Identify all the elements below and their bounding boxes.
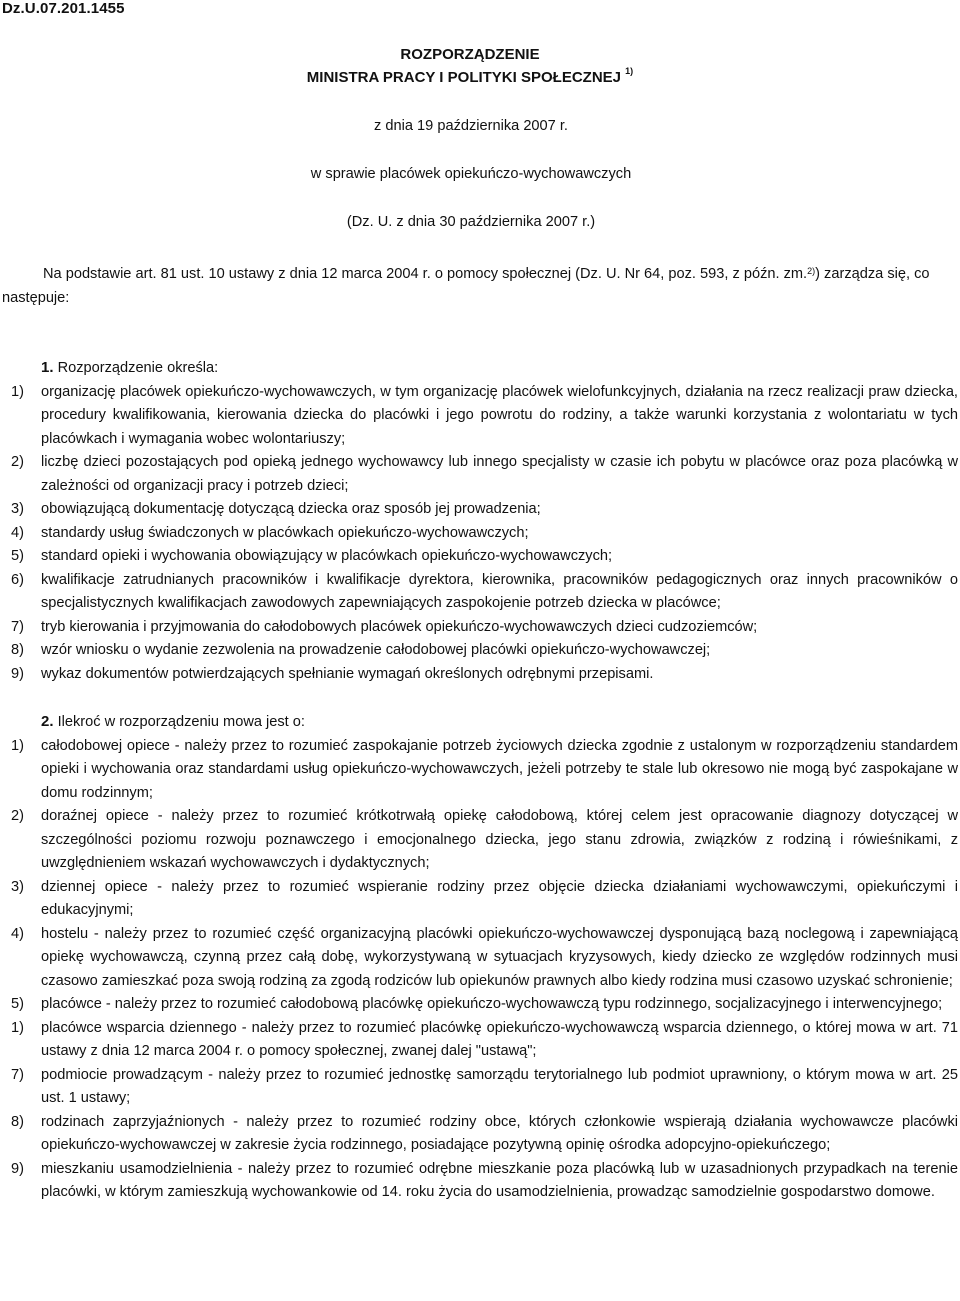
list-item-text: kwalifikacje zatrudnianych pracowników i kwalifikacje dyrektora, kierownika, pracowników pedagogicznych oraz innych pracowników o specjalistycznych kwalifikacjach zawodowych zapewniających zaspokojenie potrzeb dziecka w placówce; — [41, 571, 958, 611]
paragraph-1-intro: Rozporządzenie określa: — [53, 360, 219, 376]
list-item — [0, 616, 960, 640]
list-item-text: wykaz dokumentów potwierdzających spełnianie wymagań określonych odrębnymi przepisami. — [41, 665, 654, 682]
list-item — [0, 639, 960, 663]
issuer-name: MINISTRA PRACY I POLITYKI SPOŁECZNEJ — [306, 69, 621, 86]
list-item-text: standard opieki i wychowania obowiązujący w placówkach opiekuńczo-wychowawczych; — [41, 548, 613, 564]
document-title-line2 — [0, 66, 950, 86]
list-item-text: placówce - należy przez to rozumieć całodobową placówkę opiekuńczo-wychowawczą typu rodzinnego, socjalizacyjnego i interwencyjnego; — [41, 996, 943, 1012]
preamble-text-part1: Na podstawie art. 81 ust. 10 ustawy z dnia 12 marca 2004 r. o pomocy społecznej (Dz. U. Nr 64, poz. 593, z późn. zm. — [43, 266, 808, 282]
list-item-text: całodobowej opiece - należy przez to rozumieć zaspokajanie potrzeb życiowych dziecka zgodnie z ustalonym w rozporządzeniu standardem opieki i wychowania oraz standardami usług opiekuńczo-wychowawczych, jeżeli potrzeby te stale lub okresowo nie mogą być zaspokajane w domu rodzinnym; — [41, 737, 958, 801]
list-item-number: 4) — [11, 524, 24, 541]
preamble — [2, 262, 957, 310]
preamble-footnote-marker[interactable]: 2) — [807, 266, 816, 276]
list-item-text: liczbę dzieci pozostających pod opieką jednego wychowawcy lub innego specjalisty w czasie ich pobytu w placówce oraz poza placówką w zależności od organizacji pracy i potrzeb dzieci; — [41, 454, 958, 494]
list-item — [0, 1158, 960, 1205]
list-item — [0, 805, 960, 876]
list-item-number: 8) — [11, 642, 24, 658]
list-item-number: 7) — [11, 618, 24, 635]
paragraph-2-list — [0, 735, 960, 1205]
document-id: Dz.U.07.201.1455 — [2, 0, 125, 17]
list-item-number: 2) — [11, 454, 24, 470]
list-item-number: 1) — [11, 383, 24, 400]
list-item-number: 4) — [11, 925, 24, 942]
paragraph-2 — [0, 710, 960, 1205]
list-item — [0, 381, 960, 452]
paragraph-1 — [0, 356, 960, 686]
list-item-text: obowiązującą dokumentację dotyczącą dziecka oraz sposób jej prowadzenia; — [41, 501, 541, 517]
list-item-text: hostelu - należy przez to rozumieć część organizacyjną placówki opiekuńczo-wychowawczej dysponującą bazą noclegową i zapewniającą opiekę wychowawczą, czynną przez całą dobę, wykorzystywaną w sytuacjach kryzysowych, kiedy dziecko ze względów rodzinnych musi czasowo zamieszkać poza swoją rodziną za zgodą rodziców lub opiekunów prawnych albo kiedy rodzina musi czasowo uzyskać schronienie; — [41, 925, 958, 989]
list-item-text: placówce wsparcia dziennego - należy przez to rozumieć placówkę opiekuńczo-wychowawczą wsparcia dziennego, o której mowa w art. 71 ustawy z dnia 12 marca 2004 r. o pomocy społecznej, zwanej dalej "ustawą"; — [41, 1019, 958, 1059]
list-item-text: podmiocie prowadzącym - należy przez to rozumieć jednostkę samorządu terytorialnego lub podmiot uprawniony, o którym mowa w art. 25 ust. 1 ustawy; — [41, 1066, 958, 1106]
list-item-number: 9) — [11, 1160, 24, 1177]
list-item — [0, 876, 960, 923]
paragraph-1-list — [0, 381, 960, 687]
list-item-text: tryb kierowania i przyjmowania do całodobowych placówek opiekuńczo-wychowawczych dzieci cudzoziemców; — [41, 618, 758, 635]
title-footnote-marker[interactable]: 1) — [625, 66, 634, 76]
list-item — [0, 663, 960, 687]
list-item-text: mieszkaniu usamodzielnienia - należy przez to rozumieć odrębne mieszkanie poza placówką lub w uzasadnionych przypadkach na terenie placówki, w którym zamieszkują wychowankowie od 14. roku życia do usamodzielnienia, prowadząc samodzielnie gospodarstwo domowe. — [41, 1160, 958, 1200]
list-item-number: 7) — [11, 1066, 24, 1083]
list-item — [0, 545, 960, 569]
publication-reference: (Dz. U. z dnia 30 października 2007 r.) — [346, 214, 596, 230]
list-item — [0, 451, 960, 498]
preamble-text-part2: ) zarządza się, co następuje: — [2, 266, 930, 306]
paragraph-2-heading — [0, 710, 960, 735]
list-item-number: 3) — [11, 878, 24, 895]
list-item — [0, 923, 960, 994]
paragraph-2-intro: Ilekroć w rozporządzeniu mowa jest o: — [53, 714, 305, 730]
list-item — [0, 498, 960, 522]
document-title-line1: ROZPORZĄDZENIE — [400, 46, 540, 63]
list-item-number: 9) — [11, 665, 24, 682]
list-item-text: standardy usług świadczonych w placówkach opiekuńczo-wychowawczych; — [41, 524, 529, 541]
list-item — [0, 1064, 960, 1111]
list-item-number: 5) — [11, 548, 24, 564]
list-item-number: 8) — [11, 1113, 24, 1130]
document-date: z dnia 19 października 2007 r. — [374, 118, 568, 134]
list-item-text: organizację placówek opiekuńczo-wychowawczych, w tym organizację placówek wielofunkcyjnych, działania na rzecz realizacji praw dziecka, procedury kwalifikowania, kierowania dziecka do placówki i jego powrotu do rodziny, a także warunki korzystania z wolontariatu w tych placówkach i wymagania wobec wolontariuszy; — [41, 383, 958, 447]
list-item-number: 1) — [11, 737, 24, 754]
list-item — [0, 522, 960, 546]
document-subject: w sprawie placówek opiekuńczo-wychowawczych — [310, 166, 632, 182]
list-item-number: 1) — [11, 1019, 24, 1036]
list-item — [0, 735, 960, 806]
list-item-number: 3) — [11, 501, 24, 517]
list-item — [0, 569, 960, 616]
paragraph-2-number: 2. — [41, 713, 54, 730]
list-item-number: 6) — [11, 571, 24, 588]
list-item-text: rodzinach zaprzyjaźnionych - należy przez to rozumieć rodziny obce, których członkowie wspierają działania wychowawcze placówki opiekuńczo-wychowawczej w zakresie życia rodzinnego, posiadające pozytywną opinię ośrodka adopcyjno-opiekuńczego; — [41, 1113, 958, 1153]
paragraph-1-number: 1. — [41, 359, 54, 376]
list-item-text: wzór wniosku o wydanie zezwolenia na prowadzenie całodobowej placówki opiekuńczo-wychowawczej; — [41, 642, 711, 658]
list-item-number: 5) — [11, 996, 24, 1012]
list-item-text: doraźnej opiece - należy przez to rozumieć krótkotrwałą opiekę całodobową, której celem jest opracowanie diagnozy dotyczącej w szczególności poziomu rozwoju poznawczego i emocjonalnego dziecka, jego stanu zdrowia, związków z rodziną i rówieśnikami, z uwzględnieniem wskazań wychowawczych i dydaktycznych; — [41, 808, 958, 871]
list-item — [0, 1017, 960, 1064]
list-item — [0, 1111, 960, 1158]
list-item-text: dziennej opiece - należy przez to rozumieć wspieranie rodziny przez objęcie dziecka działaniami wychowawczymi, opiekuńczymi i edukacyjnymi; — [41, 878, 958, 918]
paragraph-1-heading — [0, 356, 960, 381]
list-item — [0, 993, 960, 1017]
list-item-number: 2) — [11, 808, 24, 824]
